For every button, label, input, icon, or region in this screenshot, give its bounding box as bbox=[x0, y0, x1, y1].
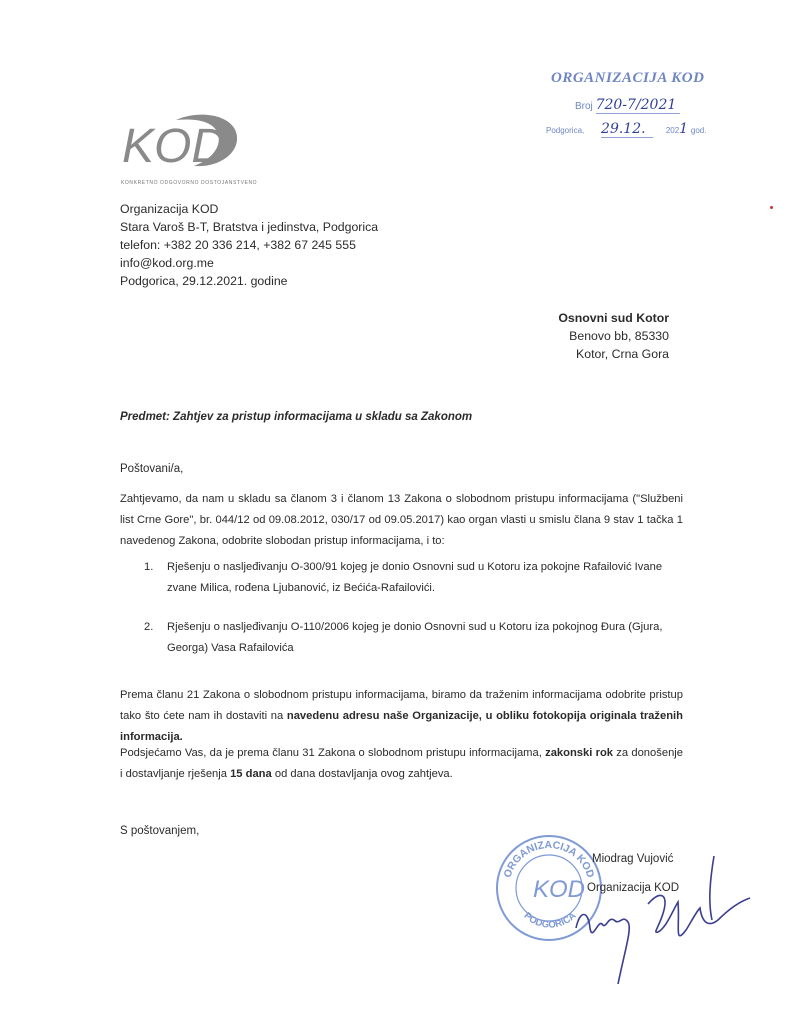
kod-logo bbox=[118, 106, 248, 183]
recipient-city: Kotor, Crna Gora bbox=[576, 347, 669, 361]
sender-block bbox=[120, 200, 378, 290]
deadline-text-3: od dana dostavljanja ovog zahtjeva. bbox=[271, 768, 453, 780]
recipient-block bbox=[558, 309, 669, 363]
registry-date-line bbox=[546, 121, 706, 138]
registry-city-label: Podgorica, bbox=[546, 126, 585, 135]
kod-logo-text: KOD bbox=[122, 120, 227, 173]
sender-name: Organizacija KOD bbox=[120, 202, 219, 216]
round-stamp-bottom-text: PODGORICA bbox=[521, 910, 579, 931]
delivery-paragraph bbox=[120, 685, 683, 748]
signature-graphic bbox=[568, 850, 758, 1000]
registry-year-digit: 1 bbox=[679, 121, 689, 137]
closing: S poštovanjem, bbox=[120, 825, 200, 837]
sender-phone: telefon: +382 20 336 214, +382 67 245 555 bbox=[120, 238, 356, 252]
list-item-number: 1. bbox=[144, 561, 154, 573]
sender-place-date: Podgorica, 29.12.2021. godine bbox=[120, 274, 288, 288]
deadline-text-bold-1: zakonski rok bbox=[545, 747, 614, 759]
list-item-number: 2. bbox=[144, 621, 154, 633]
deadline-text-bold-2: 15 dana bbox=[230, 768, 272, 780]
sender-address: Stara Varoš B-T, Bratstva i jedinstva, Podgorica bbox=[120, 220, 379, 234]
round-stamp-center-text: KOD bbox=[533, 876, 586, 903]
red-mark bbox=[770, 206, 773, 209]
registry-year-prefix: 202 bbox=[665, 126, 680, 135]
signatory-org: Organizacija KOD bbox=[587, 882, 680, 894]
recipient-street: Benovo bb, 85330 bbox=[569, 329, 669, 343]
registry-god-label: god. bbox=[690, 126, 707, 135]
recipient-name: Osnovni sud Kotor bbox=[558, 311, 669, 325]
list-item-text: Rješenju o nasljeđivanju O-110/2006 kojeg je donio Osnovni sud u Kotoru iza pokojnog Đura (Gjura, Georga) Vasa Rafailovića bbox=[167, 621, 663, 654]
deadline-paragraph bbox=[120, 743, 683, 785]
delivery-text: Prema članu 21 Zakona o slobodnom pristupu informacijama, biramo da traženim informacijama odobrite pristup tako što ćete nam ih dostaviti na bbox=[120, 689, 683, 722]
list-item-text: Rješenju o nasljeđivanju O-300/91 kojeg je donio Osnovni sud u Kotoru iza pokojne Rafailović Ivane zvane Milica, rođena Ljubanović, iz Bećića-Rafailovići. bbox=[167, 561, 663, 594]
registry-date-value: 29.12. bbox=[601, 121, 653, 138]
registry-number-value: 720-7/2021 bbox=[596, 97, 680, 114]
registry-number-label: Broj bbox=[575, 101, 593, 112]
deadline-text-2: za donošenje i dostavljanje rješenja bbox=[120, 747, 683, 780]
sender-email: info@kod.org.me bbox=[120, 256, 214, 270]
kod-logo-subtitle: KONKRETNO ODGOVORNO DOSTOJANSTVENO bbox=[121, 180, 258, 186]
list-item bbox=[144, 557, 684, 599]
delivery-text-bold: navedenu adresu naše Organizacije, u obliku fotokopija originala traženih informacija. bbox=[120, 710, 683, 743]
deadline-text-1: Podsjećamo Vas, da je prema članu 31 Zakona o slobodnom pristupu informacijama, bbox=[120, 747, 546, 759]
registry-stamp-title: ORGANIZACIJA KOD bbox=[551, 70, 705, 86]
round-stamp-top-text: ORGANIZACIJA KOD bbox=[501, 838, 597, 880]
registry-number-line bbox=[575, 97, 680, 114]
kod-logo-graphic bbox=[118, 106, 248, 178]
greeting: Poštovani/a, bbox=[120, 463, 184, 475]
list-item bbox=[144, 617, 684, 659]
intro-paragraph: Zahtjevamo, da nam u skladu sa članom 3 i članom 13 Zakona o slobodnom pristupu informacijama ("Službeni list Crne Gore", br. 044/12 od 09.08.2012, 030/17 od 09.05.2017) kao organ vlasti u smislu člana 9 stav 1 tačka 1 navedenog Zakona, odobrite slobodan pristup informacijama, i to: bbox=[120, 493, 683, 547]
subject-line: Predmet: Zahtjev za pristup informacijama u skladu sa Zakonom bbox=[120, 411, 473, 423]
handwritten-signature bbox=[568, 850, 758, 1005]
signatory-name: Miodrag Vujović bbox=[592, 853, 674, 865]
